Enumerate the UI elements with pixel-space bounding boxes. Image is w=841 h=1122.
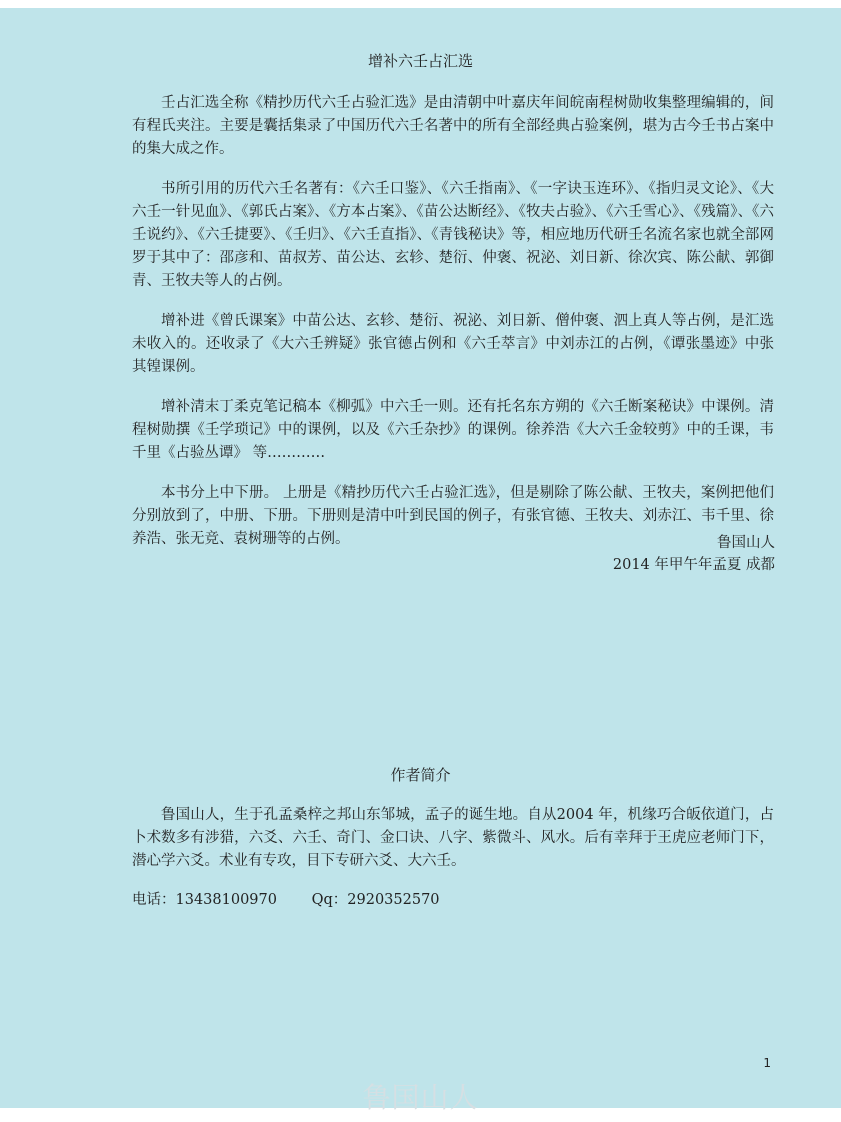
paragraph-2: 书所引用的历代六壬名著有：《六壬口鉴》、《六壬指南》、《一字诀玉连环》、《指归灵文论》、《大六壬一针见血》、《郭氏占案》、《方本占案》、《苗公达断经》、《牧夫占验》、《六壬雪心》、《残篇》、《六壬说约》、《六壬捷要》、《壬归》、《六壬直指》、《青钱秘诀》等，相应地历代研壬名流名家也就全部网罗于其中了：邵彦和、苗叔芳、苗公达、玄轸、楚衍、仲褒、祝泌、刘日新、徐次宾、陈公献、郭御青、王牧夫等人的占例。 [132, 181, 774, 289]
paragraph-1: 壬占汇选全称《精抄历代六壬占验汇选》是由清朝中叶嘉庆年间皖南程树勋收集整理编辑的，间有程氏夹注。主要是囊括集录了中国历代六壬名著中的所有全部经典占验案例，堪为古今壬书占案中的集大成之作。 [132, 95, 774, 157]
author-paragraph: 鲁国山人，生于孔孟桑梓之邦山东邹城，孟子的诞生地。自从2004 年，机缘巧合皈依道门，占卜术数多有涉猎，六爻、六壬、奇门、金口诀、八字、紫微斗、风水。后有幸拜于王虎应老师门下，潜心学六爻。术业有专攻，目下专研六爻、大六壬。 [132, 807, 774, 869]
watermark-text: 鲁国山人 [362, 1081, 479, 1114]
contact-line [132, 888, 470, 909]
paragraph-5: 本书分上中下册。 上册是《精抄历代六壬占验汇选》，但是剔除了陈公献、王牧夫，案例把他们分别放到了，中册、下册。下册则是清中叶到民国的例子，有张官德、王牧夫、刘赤江、韦千里、徐养浩、张无竞、袁树珊等的占例。 [132, 485, 774, 547]
author-bio [132, 804, 774, 890]
signature-block [613, 532, 775, 576]
phone-text: 电话：13438100970 [132, 892, 277, 908]
paragraph-4: 增补清末丁柔克笔记稿本《柳弧》中六壬一则。还有托名东方朔的《六壬断案秘诀》中课例。清程树勋撰《壬学琐记》中的课例，以及《六壬杂抄》的课例。徐养浩《大六壬金较剪》中的壬课，韦千里《占验丛谭》 等………… [132, 399, 774, 461]
document-title: 增补六壬占汇选 [367, 52, 473, 70]
document-page [0, 8, 841, 1108]
paragraph-3: 增补进《曾氏课案》中苗公达、玄轸、楚衍、祝泌、刘日新、僧仲褒、泗上真人等占例，是汇选未收入的。还收录了《大六壬辨疑》张官德占例和《六壬萃言》中刘赤江的占例，《谭张墨迹》中张其锽课例。 [132, 313, 774, 375]
page-number: 1 [763, 1056, 771, 1070]
signature-author: 鲁国山人 [717, 535, 775, 551]
author-section-title: 作者简介 [390, 766, 451, 784]
signature-date: 2014 年甲午年孟夏 成都 [612, 557, 775, 573]
qq-text: Qq：2920352570 [311, 892, 440, 908]
preface-body [132, 92, 774, 568]
